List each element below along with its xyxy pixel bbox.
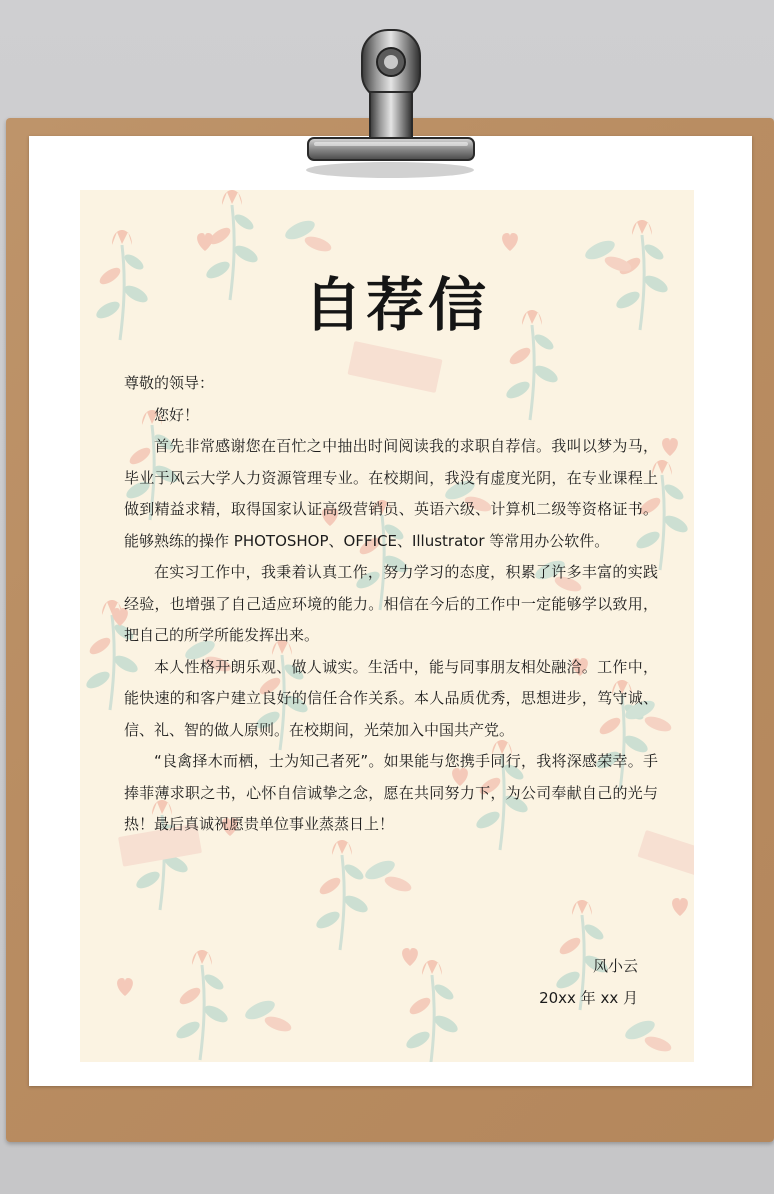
binder-clip-icon	[300, 22, 480, 182]
letter-paragraph: 在实习工作中，我秉着认真工作，努力学习的态度，积累了许多丰富的实践经验，也增强了自己适应环境的能力。相信在今后的工作中一定能够学以致用，把自己的所学所能发挥出来。	[124, 563, 658, 644]
signature-name: 风小云	[592, 957, 638, 975]
letter-signature	[480, 950, 638, 1014]
letter-paragraph: “良禽择木而栖，士为知己者死”。如果能与您携手同行，我将深感荣幸。手捧菲薄求职之书，心怀自信诚挚之念，愿在共同努力下，为公司奉献自己的光与热！最后真诚祝愿贵单位事业蒸蒸日上！	[124, 752, 658, 833]
signature-date: 20xx 年 xx 月	[539, 989, 638, 1007]
letter-paragraph: 本人性格开朗乐观、做人诚实。生活中，能与同事朋友相处融洽。工作中，能快速的和客户建立良好的信任合作关系。本人品质优秀，思想进步，笃守诚、信、礼、智的做人原则。在校期间，光荣加入中国共产党。	[124, 657, 658, 739]
letter-hello: 您好！	[154, 405, 200, 424]
letter-paragraph: 首先非常感谢您在百忙之中抽出时间阅读我的求职自荐信。我叫以梦为马，毕业于风云大学人力资源管理专业。在校期间，我没有虚度光阴，在专业课程上做到精益求精，取得国家认证高级营销员、英语六级、计算机二级等资格证书。能够熟练的操作 PHOTOSHOP、OFFICE、Illustrator 等常用办公软件。	[124, 437, 658, 550]
letter-title: 自荐信	[303, 271, 490, 339]
letter-greeting: 尊敬的领导：	[124, 374, 215, 392]
letter-body	[124, 368, 658, 841]
